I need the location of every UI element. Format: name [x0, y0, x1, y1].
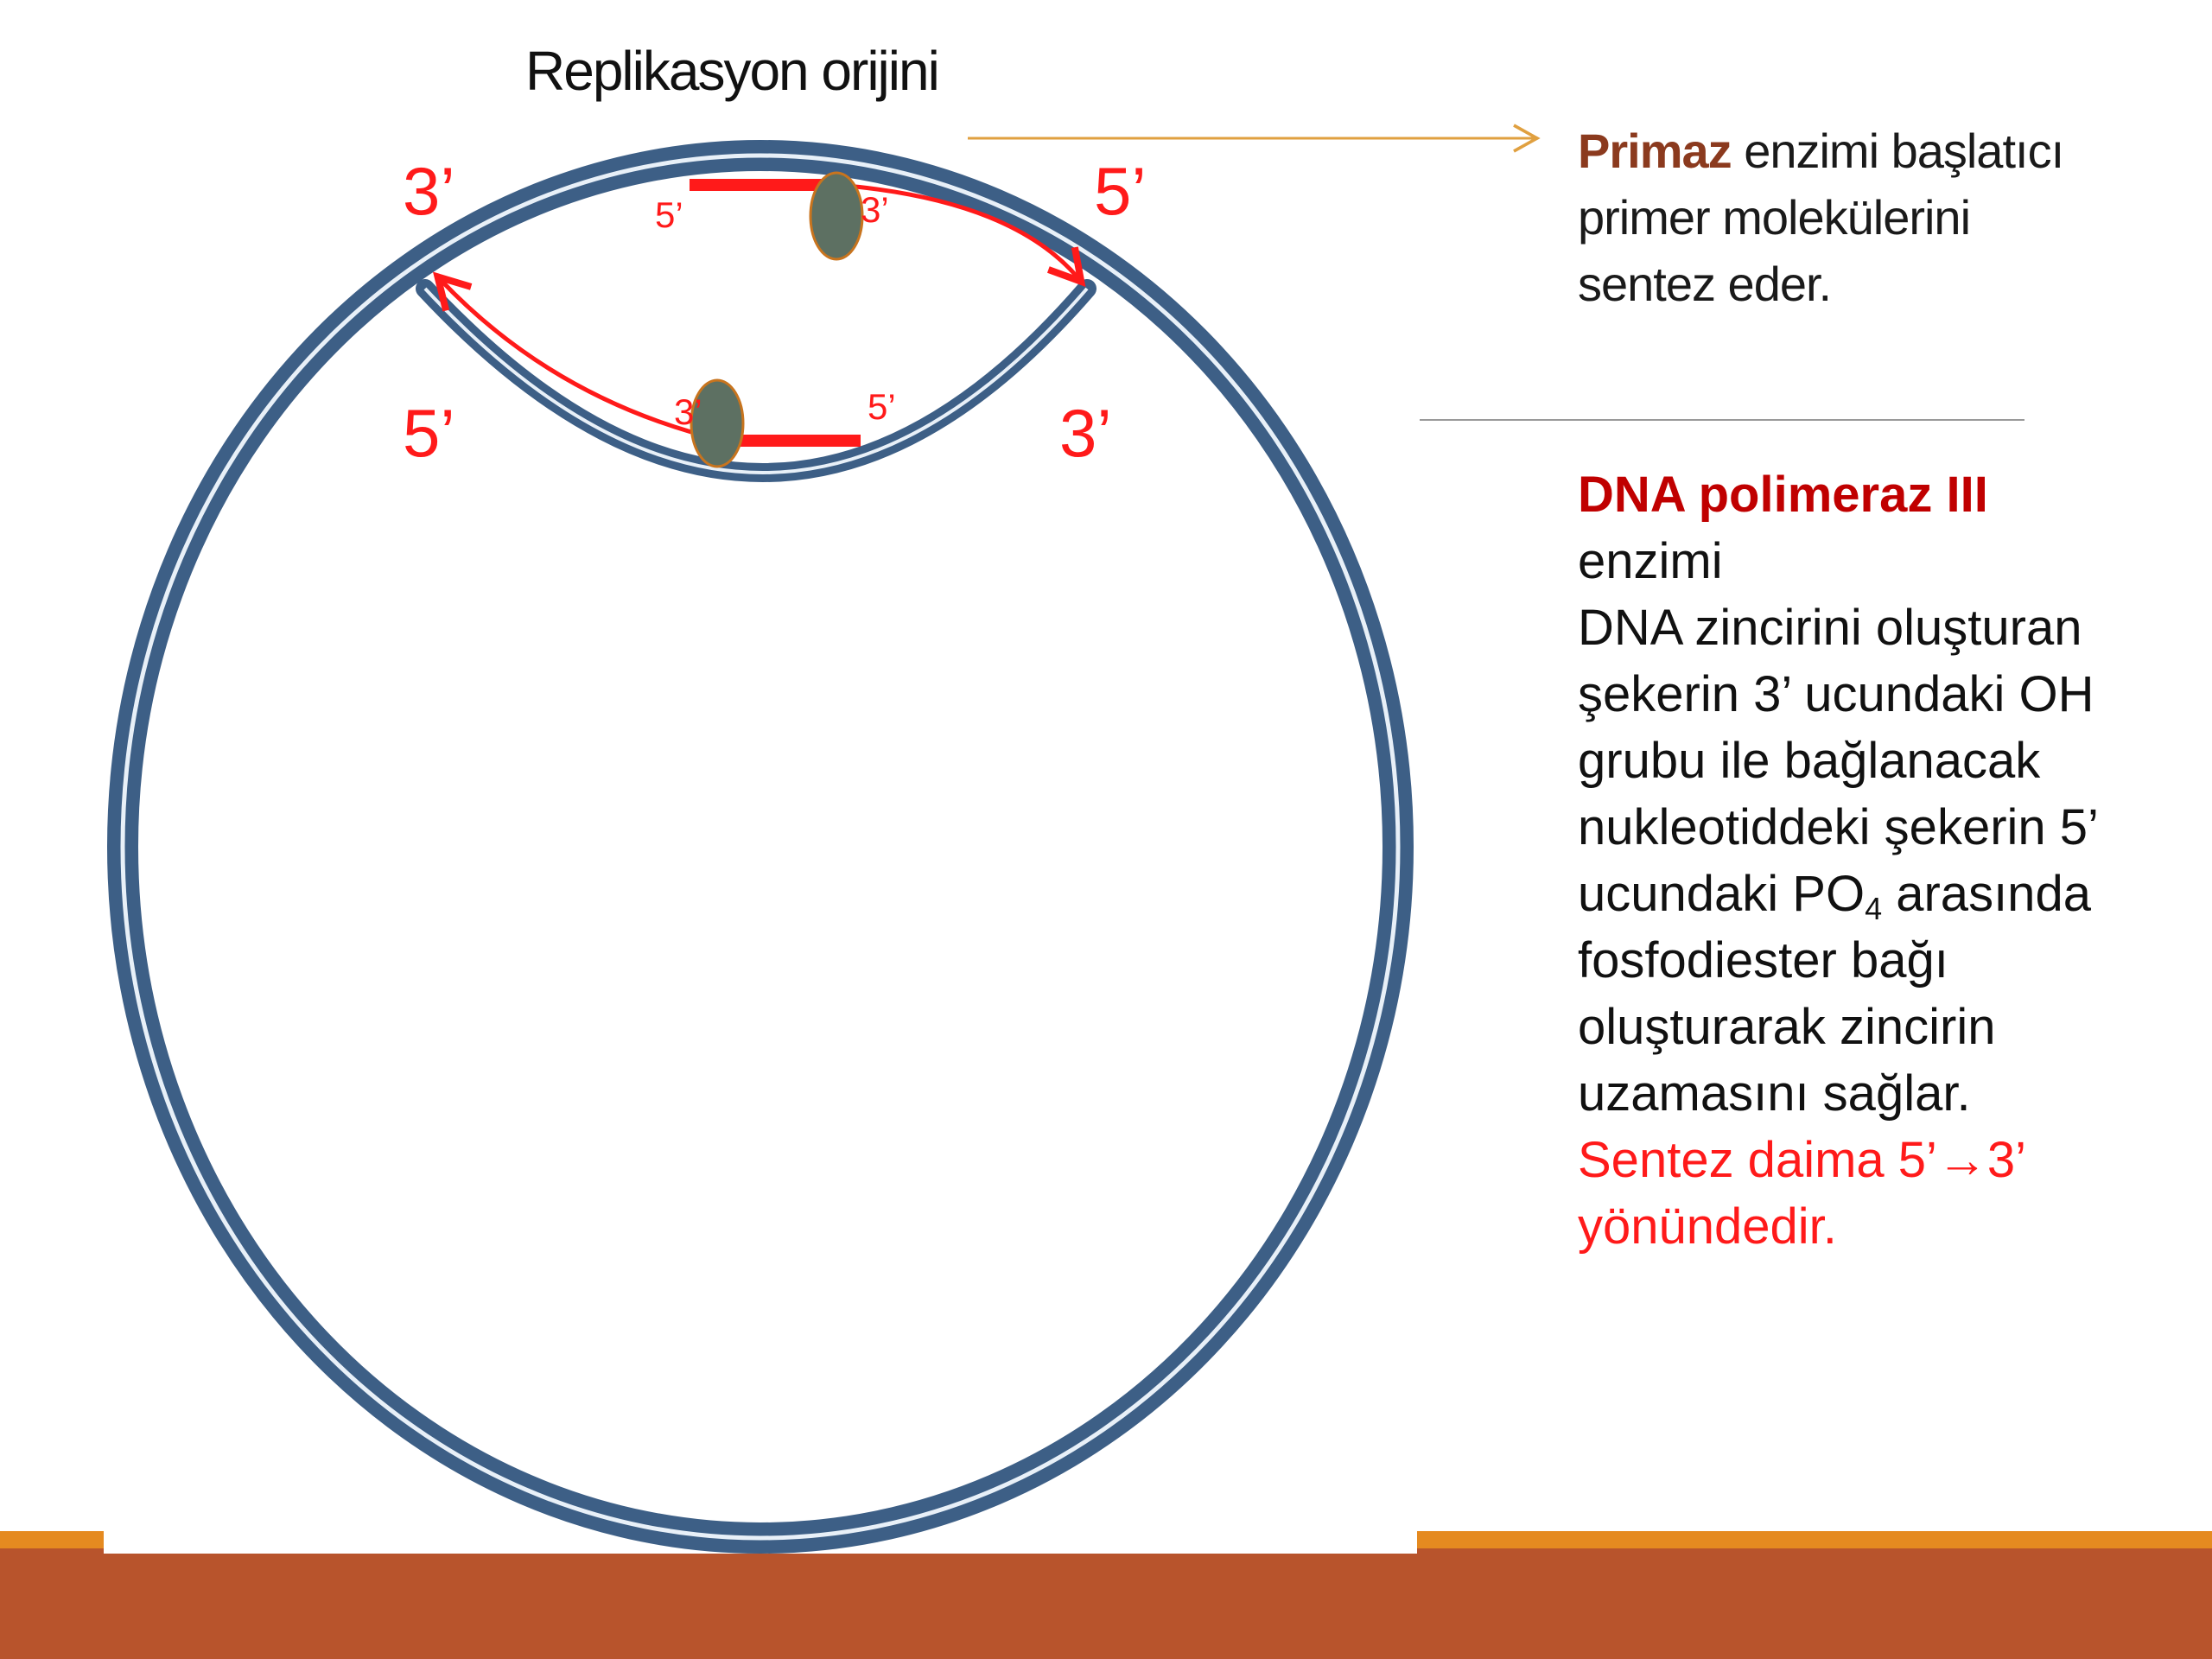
polymerase-line: nukleotiddeki şekerin 5’	[1578, 799, 2099, 855]
polymerase-line: grubu ile bağlanacak	[1578, 733, 2041, 789]
polymerase-line: enzimi	[1578, 533, 1723, 589]
label-inner-right: 3’	[1059, 395, 1112, 471]
primase-line2: primer molekülerini	[1578, 190, 1971, 245]
polymerase-line: uzamasını sağlar.	[1578, 1065, 1971, 1122]
outer-dna-circle	[123, 153, 1398, 1538]
direction-note: Sentez daima 5’→3’	[1578, 1132, 2027, 1188]
label-primer-bottom-3: 3’	[674, 391, 702, 432]
primase-enzyme	[810, 173, 862, 259]
primase-line3: sentez eder.	[1578, 257, 1832, 311]
label-primer-bottom-5: 5’	[868, 386, 896, 427]
direction-note: yönündedir.	[1578, 1198, 1837, 1255]
polymerase-line: DNA zincirini oluşturan	[1578, 600, 2082, 656]
label-primer-top-5: 5’	[655, 194, 683, 235]
polymerase-heading: DNA polimeraz III	[1578, 467, 1988, 523]
polymerase-line: şekerin 3’ ucundaki OH	[1578, 666, 2094, 722]
label-inner-left: 5’	[403, 395, 455, 471]
origin-title: Replikasyon orijini	[525, 40, 938, 102]
polymerase-line: oluşturarak zincirin	[1578, 999, 1996, 1055]
po-subscript: 4	[1865, 891, 1883, 926]
polymerase-po4-line	[1578, 861, 2200, 927]
footer-band	[0, 1548, 2212, 1659]
primase-term: Primaz	[1578, 124, 1732, 178]
label-outer-top-left: 3’	[403, 153, 455, 229]
polymerase-description	[1578, 461, 2200, 1260]
po-prefix: ucundaki PO	[1578, 866, 1866, 922]
primase-line1: enzimi başlatıcı	[1731, 124, 2064, 178]
label-outer-top-right: 5’	[1094, 153, 1147, 229]
label-primer-top-3: 3’	[861, 189, 889, 230]
po-suffix: arasında	[1882, 866, 2091, 922]
polymerase-line: fosfodiester bağı	[1578, 932, 1948, 988]
primase-description	[1578, 118, 2183, 317]
